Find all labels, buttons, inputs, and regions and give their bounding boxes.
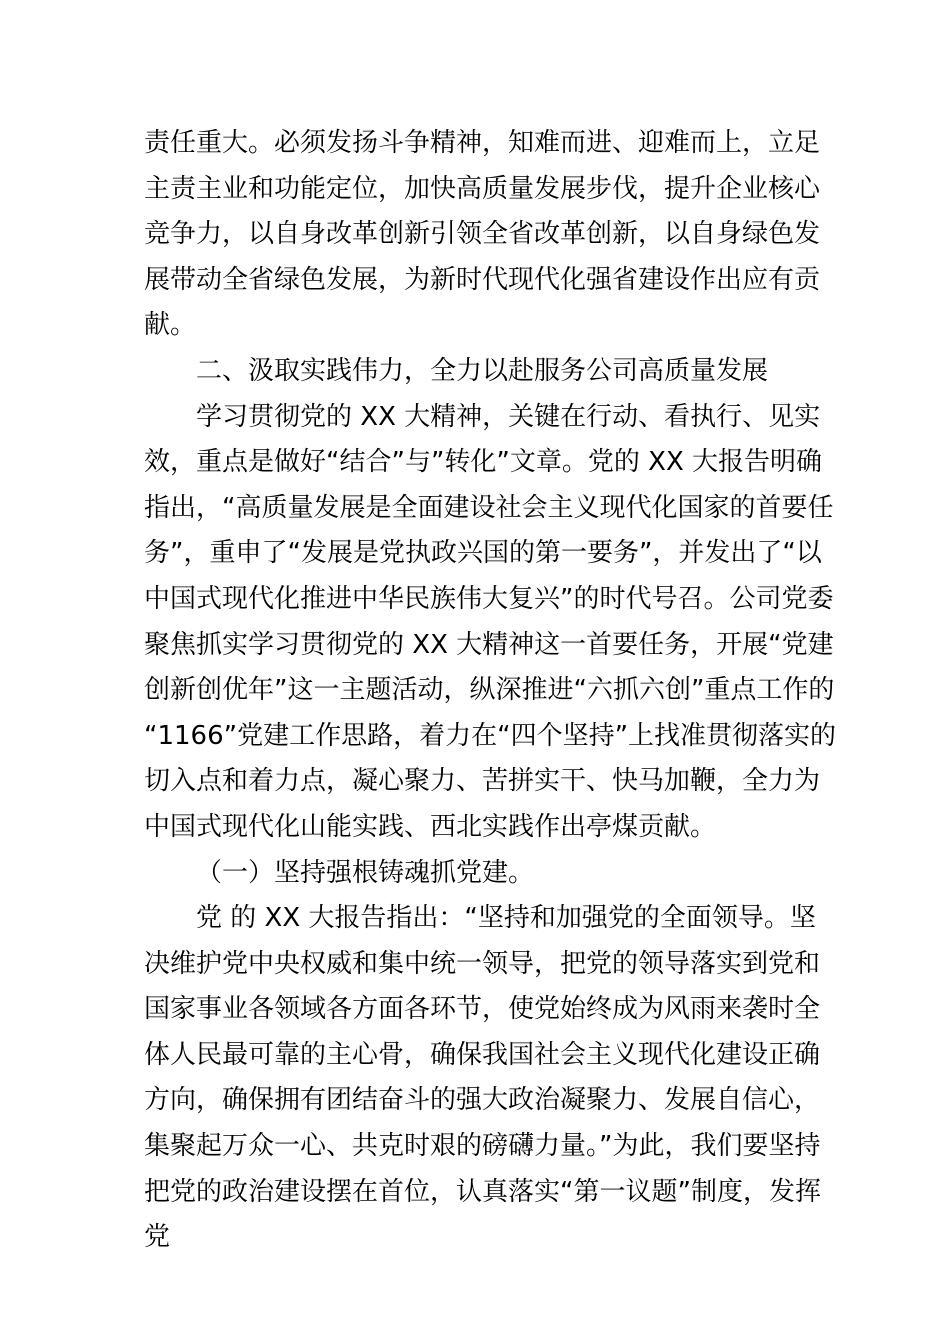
text-line: 效，重点是做好“结合”与”转化”文章。党的 XX 大报告明确 [144, 447, 823, 478]
document-body [144, 121, 837, 1261]
text-line: 中国式现代化山能实践、西北实践作出亭煤贡献。 [144, 811, 717, 842]
text-line: 切入点和着力点，凝心聚力、苦拼实干、快马加鞭，全力为 [144, 766, 821, 797]
text-line: 体人民最可靠的主心骨，确保我国社会主义现代化建设正确 [144, 1039, 821, 1070]
text-line: “1166”党建工作思路，着力在“四个坚持”上找准贯彻落实的 [144, 720, 837, 751]
text-line: 务”，重申了“发展是党执政兴国的第一要务”，并发出了“以 [144, 538, 822, 569]
text-line: 聚焦抓实学习贯彻党的 XX 大精神这一首要任务，开展“党建 [144, 629, 834, 660]
text-line: 中国式现代化推进中华民族伟大复兴”的时代号召。公司党委 [144, 583, 834, 614]
text-line: 责任重大。必须发扬斗争精神，知难而进、迎难而上，立足 [144, 128, 821, 158]
subsection-heading [144, 851, 810, 897]
text-line: 把党的政治建设摆在首位，认真落实“第一议题”制度，发挥 [144, 1176, 821, 1207]
text-line: 方向，确保拥有团结奋斗的强大政治凝聚力、发展自信心， [144, 1085, 821, 1116]
section-heading [144, 349, 810, 395]
paragraph [144, 395, 837, 851]
paragraph [144, 896, 821, 1261]
text-line: 决维护党中央权威和集中统一领导，把党的领导落实到党和 [144, 948, 821, 979]
text-line: 竞争力，以自身改革创新引领全省改革创新，以自身绿色发 [144, 219, 821, 250]
text-line: 展带动全省绿色发展，为新时代现代化强省建设作出应有贡 [144, 264, 821, 295]
text-line: 党 的 XX 大报告指出：“坚持和加强党的全面领导。坚 [196, 903, 816, 934]
text-line: 国家事业各领域各方面各环节，使党始终成为风雨来袭时全 [144, 994, 821, 1025]
paragraph [144, 121, 821, 349]
text-line: 创新创优年”这一主题活动，纵深推进“六抓六创”重点工作的 [144, 675, 835, 706]
subsection-heading-text: （一）坚持强根铸魂抓党建。 [196, 857, 535, 888]
text-line: 主责主业和功能定位，加快高质量发展步伐，提升企业核心 [144, 173, 821, 204]
text-line: 集聚起万众一心、共克时艰的磅礴力量。”为此，我们要坚持 [144, 1131, 821, 1162]
text-line: 党 [144, 1222, 171, 1253]
text-line: 献。 [144, 310, 197, 341]
text-line: 学习贯彻党的 XX 大精神，关键在行动、看执行、见实 [196, 401, 821, 432]
section-heading-text: 二、汲取实践伟力，全力以赴服务公司高质量发展 [196, 355, 769, 386]
text-line: 指出，“高质量发展是全面建设社会主义现代化国家的首要任 [144, 492, 834, 523]
